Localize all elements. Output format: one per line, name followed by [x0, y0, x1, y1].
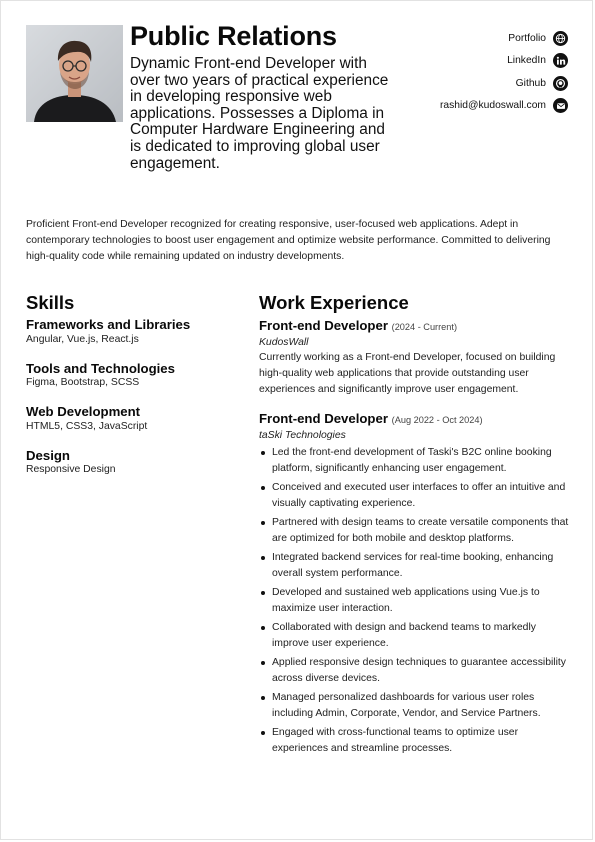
skill-heading: Tools and Technologies: [26, 360, 175, 376]
skill-group: [26, 449, 226, 478]
page-title: Public Relations: [130, 21, 337, 51]
skill-group: [26, 405, 226, 434]
work-experience-title: Work Experience: [259, 292, 409, 313]
skill-heading: Web Development: [26, 404, 141, 419]
contact-linkedin[interactable]: [440, 50, 568, 73]
list-item: Managed personalized dashboards for various user roles including Admin, Corporate, Vendor, and Service Partners.: [272, 690, 569, 722]
job-entry: [259, 411, 569, 757]
skill-heading: Frameworks and Libraries: [26, 317, 191, 332]
list-item: Conceived and executed user interfaces to offer an intuitive and visually captivating experience.: [272, 480, 569, 512]
work-experience-section: [259, 292, 569, 760]
list-item: Integrated backend services for real-time booking, enhancing overall system performance.: [272, 550, 569, 582]
list-item: Engaged with cross-functional teams to optimize user experiences and streamline processes.: [272, 725, 569, 757]
summary-paragraph: Proficient Front-end Developer recognized for creating responsive, user-focused web applications. Adept in contemporary technologies to boost user engagement and optimize website performance. Committed to delivering high-quality code while remaining updated on industry developments.: [26, 219, 551, 263]
skills-section: [26, 292, 226, 477]
skill-heading: Design: [26, 447, 70, 463]
job-dates: (Aug 2022 - Oct 2024): [391, 415, 483, 425]
list-item: Developed and sustained web applications using Vue.js to maximize user interaction.: [272, 585, 569, 617]
globe-icon: [553, 31, 568, 46]
skills-title: Skills: [26, 292, 75, 313]
skill-items: Angular, Vue.js, React.js: [26, 333, 139, 345]
contact-github[interactable]: [440, 72, 568, 95]
linkedin-icon: [553, 53, 568, 68]
list-item: Collaborated with design and backend teams to markedly improve user experience.: [272, 620, 569, 652]
job-title-row: [259, 411, 569, 428]
contact-github-label[interactable]: Github: [515, 77, 546, 89]
list-item: Led the front-end development of Taski's B2C online booking platform, significantly enhancing user engagement.: [272, 445, 569, 477]
skill-group: [26, 362, 226, 391]
job-dates: (2024 - Current): [391, 322, 457, 332]
contact-portfolio-label[interactable]: Portfolio: [508, 32, 546, 44]
mail-icon: [553, 98, 568, 113]
job-title: Front-end Developer: [259, 411, 388, 426]
job-bullet-list: [259, 445, 569, 757]
headline: Dynamic Front-end Developer with over two years of practical experience in developing responsive web applications. Possesses a Diploma in Computer Hardware Engineering and is dedicated to improving global user engagement.: [130, 55, 389, 172]
profile-photo: [26, 25, 123, 122]
job-company: KudosWall: [259, 337, 309, 348]
job-description: Currently working as a Front-end Developer, focused on building high-quality web applications that provide outstanding user experiences and significantly improve user engagement.: [259, 352, 556, 395]
list-item: Applied responsive design techniques to guarantee accessibility across diverse devices.: [272, 655, 569, 687]
skill-group: [26, 318, 226, 347]
contact-portfolio[interactable]: [440, 27, 568, 50]
contact-email-label[interactable]: rashid@kudoswall.com: [439, 100, 546, 112]
contact-linkedin-label[interactable]: LinkedIn: [507, 55, 546, 67]
job-entry: [259, 318, 569, 398]
skill-items: Responsive Design: [26, 464, 116, 475]
list-item: Partnered with design teams to create versatile components that are optimized for both mobile and desktop platforms.: [272, 515, 569, 547]
skill-items: Figma, Bootstrap, SCSS: [26, 377, 140, 388]
job-title-row: [259, 318, 569, 335]
contact-email[interactable]: [440, 95, 568, 118]
job-title: Front-end Developer: [259, 318, 388, 333]
skill-items: HTML5, CSS3, JavaScript: [26, 420, 148, 432]
job-company: taSki Technologies: [259, 430, 346, 441]
contact-list: [440, 27, 568, 117]
github-icon: [553, 76, 568, 91]
